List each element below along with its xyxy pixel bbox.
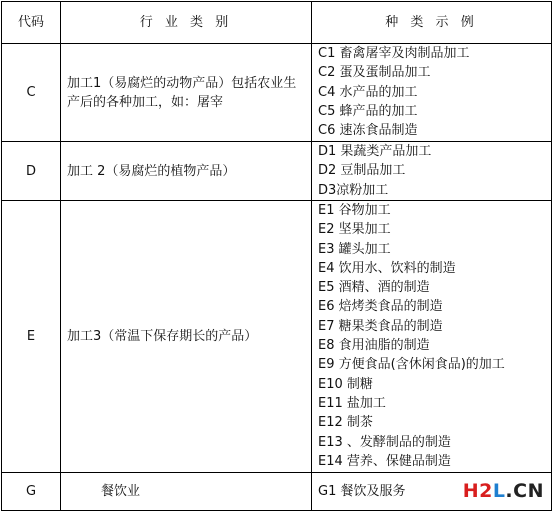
row-code: D (2, 142, 61, 201)
row-code: E (2, 201, 61, 473)
watermark-l: L (492, 480, 506, 502)
example-item: D2 豆制品加工 (318, 163, 406, 179)
example-item: E4 饮用水、饮料的制造 (318, 260, 456, 276)
row-industry: 加工 2（易腐烂的植物产品） (61, 142, 312, 201)
example-item: D3凉粉加工 (318, 182, 389, 198)
example-item: C1 畜禽屠宰及肉制品加工 (318, 46, 470, 61)
example-item: E12 制茶 (318, 415, 373, 431)
table-row (2, 142, 552, 201)
example-item: C5 蜂产品的加工 (318, 103, 418, 119)
site-watermark-logo (463, 480, 544, 502)
example-item: D1 果蔬类产品加工 (318, 144, 432, 159)
industry-classification-table (1, 1, 552, 511)
header-examples: 种 类 示 例 (312, 2, 552, 44)
table-row (2, 44, 552, 142)
row-examples (312, 44, 552, 142)
table-header-row (2, 2, 552, 44)
watermark-h2: H2 (462, 480, 493, 502)
row-examples (312, 201, 552, 473)
example-item: C4 水产品的加工 (318, 84, 418, 100)
example-item: E3 罐头加工 (318, 241, 391, 257)
row-code: C (2, 44, 61, 142)
row-industry: 餐饮业 (61, 473, 312, 511)
row-industry: 加工1（易腐烂的动物产品）包括农业生产后的各种加工，如：屠宰 (61, 44, 312, 142)
row-industry: 加工3（常温下保存期长的产品） (61, 201, 312, 473)
example-item: G1 餐饮及服务 (318, 483, 406, 499)
header-industry: 行 业 类 别 (61, 2, 312, 44)
table-row (2, 201, 552, 473)
example-item: E9 方便食品(含休闲食品)的加工 (318, 357, 505, 373)
example-item: C6 速冻食品制造 (318, 123, 418, 139)
example-item: C2 蛋及蛋制品加工 (318, 65, 431, 81)
header-code: 代码 (2, 2, 61, 44)
example-item: E2 坚果加工 (318, 222, 391, 238)
row-code: G (2, 473, 61, 511)
example-item: E1 谷物加工 (318, 203, 391, 218)
row-examples (312, 142, 552, 201)
example-item: E13 、发酵制品的制造 (318, 434, 451, 450)
example-item: E10 制糖 (318, 376, 373, 392)
example-item: E11 盐加工 (318, 395, 386, 411)
example-item: E7 糖果类食品的制造 (318, 318, 443, 334)
example-item: E6 焙烤类食品的制造 (318, 299, 443, 315)
example-item: E5 酒精、酒的制造 (318, 280, 430, 296)
watermark-cn: .CN (505, 480, 544, 502)
example-item: E14 营养、保健品制造 (318, 453, 451, 469)
example-item: E8 食用油脂的制造 (318, 338, 430, 354)
